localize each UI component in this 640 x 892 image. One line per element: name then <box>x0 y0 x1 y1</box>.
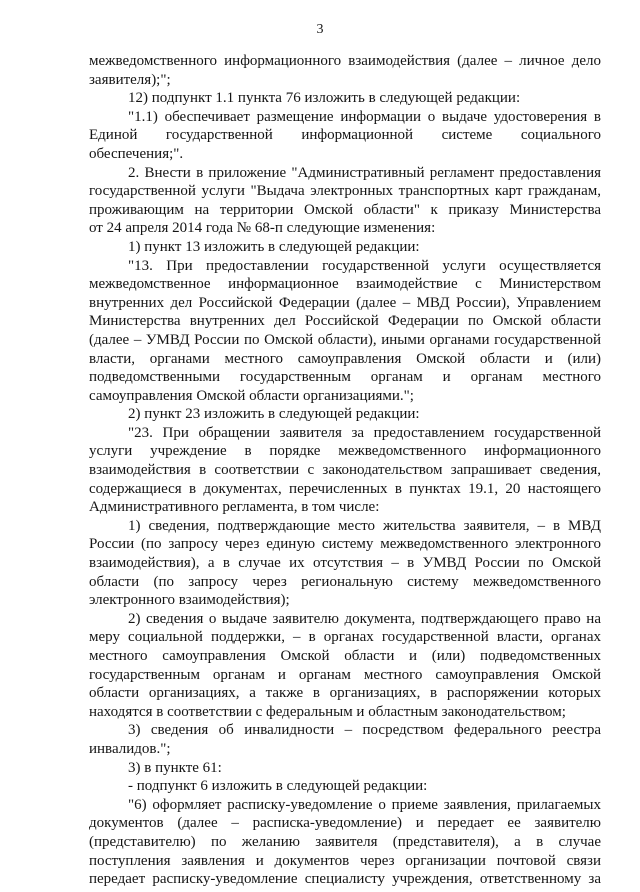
text-line: власти, органами местного самоуправления Омской области и (или) <box>89 350 601 367</box>
text-line: межведомственного информационного взаимодействия (далее – личное дело <box>89 53 601 69</box>
text-line: государственной услуги "Выдача электронных транспортных карт гражданам, <box>89 183 601 200</box>
text-line: 2. Внести в приложение "Административный регламент предоставления <box>128 164 601 181</box>
text-line: межведомственное информационное взаимодействие с Министерством <box>89 276 601 293</box>
text-line: от 24 апреля 2014 года № 68-п следующие изменения: <box>89 220 436 237</box>
text-line: подведомственными государственным органам и органам местного <box>89 369 601 386</box>
text-line: (представителю) по желанию заявителя (представителя), а в случае <box>89 833 601 850</box>
text-line: местного самоуправления Омской области и (или) подведомственных <box>89 648 601 664</box>
text-line: Министерства внутренних дел Российской Федерации по Омской области <box>89 313 601 330</box>
text-line: 3) в пункте 61: <box>128 759 222 776</box>
text-line: государственным органам и органам местного самоуправления Омской <box>89 666 601 683</box>
text-line: 12) подпункт 1.1 пункта 76 изложить в следующей редакции: <box>128 90 521 107</box>
text-line: документов (далее – расписка-уведомление) и передает ее заявителю <box>89 815 601 832</box>
text-line: поступления заявления и документов через организации почтовой связи <box>89 852 601 869</box>
text-line: услуги учреждение в порядке межведомственного информационного <box>89 443 601 460</box>
text-line: "13. При предоставлении государственной услуги осуществляется <box>128 257 601 274</box>
text-line: Административного регламента, в том числе: <box>89 499 380 516</box>
text-line: проживающим на территории Омской области" к приказу Министерства <box>89 201 601 218</box>
text-line: обеспечения;". <box>89 145 184 162</box>
text-line: Единой государственной информационной системе социального <box>89 127 601 144</box>
text-line: взаимодействия в соответствии с законодательством запрашивает сведения, <box>89 462 601 479</box>
document-body <box>89 52 601 889</box>
text-line: "1.1) обеспечивает размещение информации о выдаче удостоверения в <box>128 108 601 125</box>
page-number: 3 <box>316 22 324 37</box>
text-line: передает расписку-уведомление специалисту учреждения, ответственному за <box>89 871 601 888</box>
text-line: находятся в соответствии с федеральным и областным законодательством; <box>89 703 566 720</box>
text-line: взаимодействия), а в случае их отсутствия – в УМВД России по Омской <box>89 555 601 572</box>
text-line: 2) пункт 23 изложить в следующей редакции: <box>128 406 420 423</box>
text-line: меру социальной поддержки, – в органах государственной власти, органах <box>89 629 601 646</box>
text-line: содержащиеся в документах, перечисленных в пунктах 19.1, 20 настоящего <box>89 480 601 497</box>
text-line: области организациях, а также в организациях, в распоряжении которых <box>89 685 601 702</box>
text-line: области (по запросу через региональную систему межведомственного <box>89 573 601 590</box>
text-line: - подпункт 6 изложить в следующей редакции: <box>128 778 428 795</box>
text-line: 2) сведения о выдаче заявителю документа, подтверждающего право на <box>128 610 601 627</box>
text-line: самоуправления Омской области организациями."; <box>89 387 414 404</box>
text-line: инвалидов."; <box>89 740 171 757</box>
text-line: внутренних дел Российской Федерации (далее – МВД России), Управлением <box>89 294 601 311</box>
text-line: "6) оформляет расписку-уведомление о приеме заявления, прилагаемых <box>128 796 601 813</box>
text-line: России (по запросу через единую систему межведомственного электронного <box>89 536 601 553</box>
text-line: 1) пункт 13 изложить в следующей редакции: <box>128 238 420 255</box>
text-line: (далее – УМВД России по Омской области), иными органами государственной <box>89 331 601 348</box>
text-line: электронного взаимодействия); <box>89 592 290 609</box>
text-line: 1) сведения, подтверждающие место жительства заявителя, – в МВД <box>128 517 601 534</box>
text-line: заявителя);"; <box>89 71 171 88</box>
text-line: 3) сведения об инвалидности – посредством федерального реестра <box>128 722 601 739</box>
text-line: "23. При обращении заявителя за предоставлением государственной <box>128 424 601 441</box>
